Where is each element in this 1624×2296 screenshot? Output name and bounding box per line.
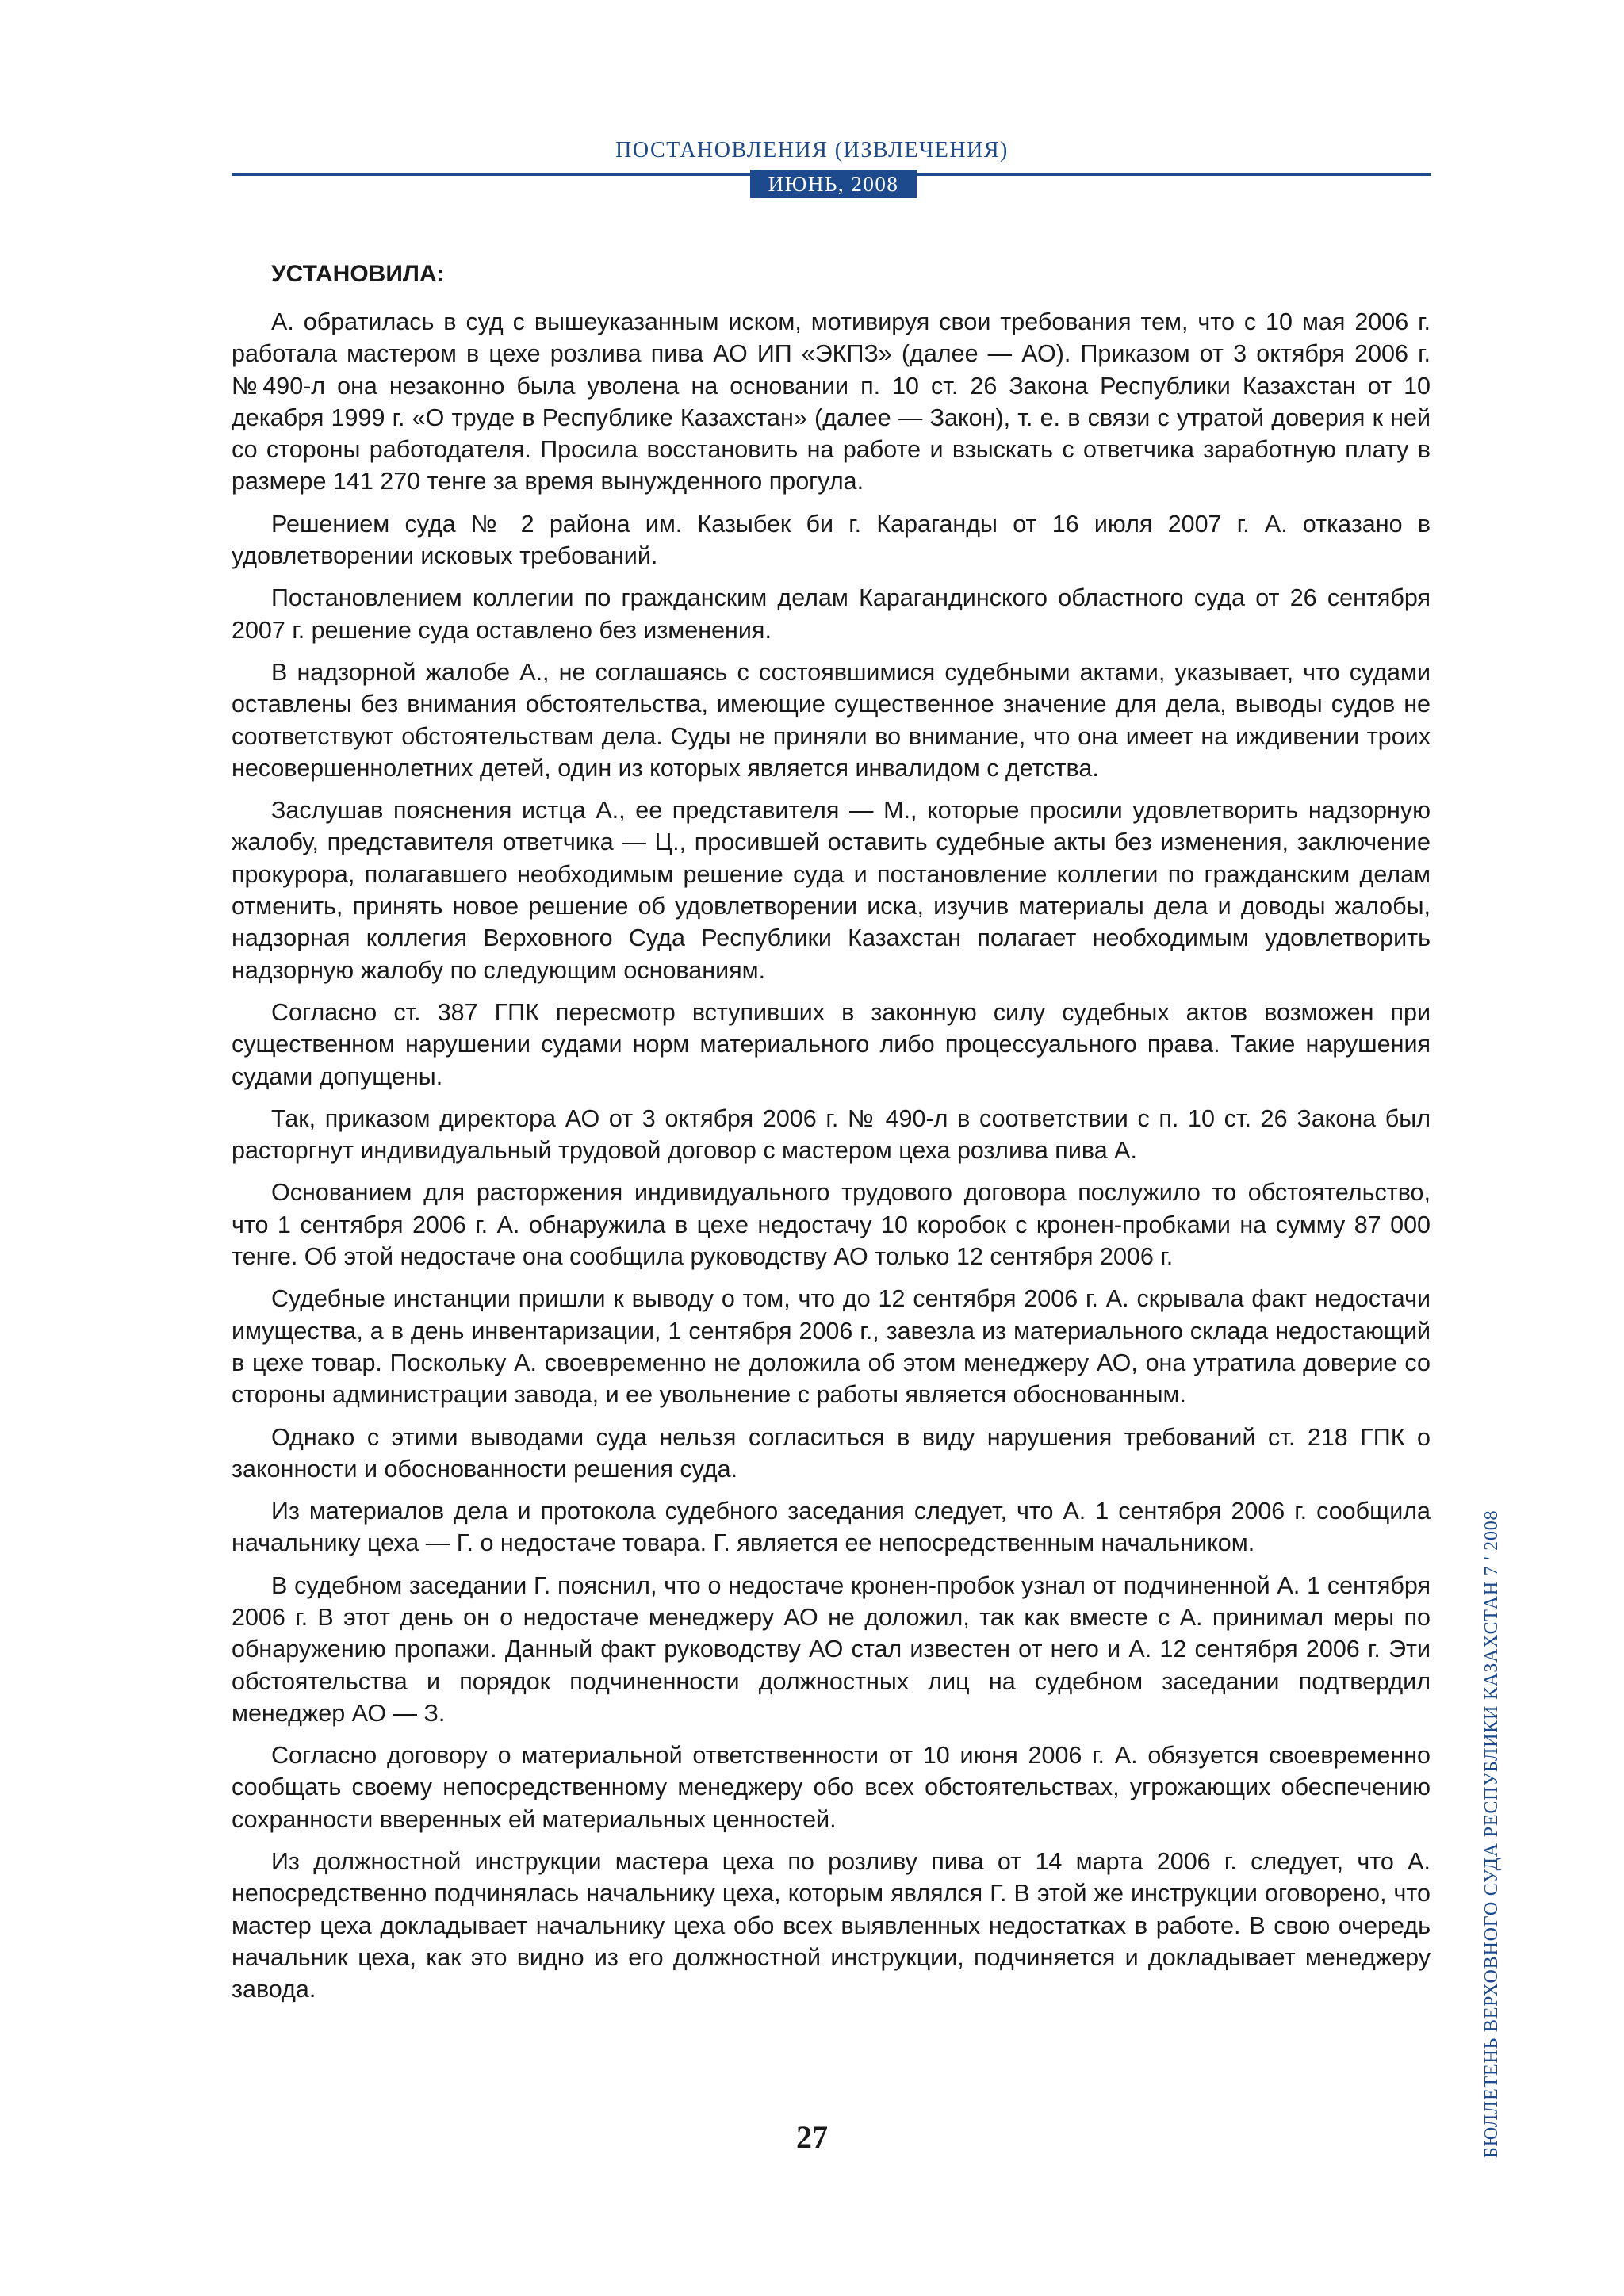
header-rule-right bbox=[917, 173, 1431, 176]
paragraph: Однако с этими выводами суда нельзя согласиться в виду нарушения требований ст. 218 ГПК о законности и обоснованности решения суда. bbox=[232, 1423, 1431, 1483]
paragraph: Судебные инстанции пришли к выводу о том, что до 12 сентября 2006 г. А. скрывала факт недостачи имущества, а в день инвентаризации, 1 сентября 2006 г., завезла из материального склада недостающий в цехе товар. Поскольку А. своевременно не доложила об этом менеджеру АО, она утратила доверие со стороны администрации завода, и ее увольнение с работы является обоснованным. bbox=[232, 1285, 1431, 1409]
paragraph: Заслушав пояснения истца А., ее представителя — М., которые просили удовлетворить надзорную жалобу, представителя ответчика — Ц., просившей оставить судебные акты без изменения, заключение прокурора, полагавшего необходимым решение суда и постановление коллегии по гражданским делам отменить, принять новое решение об удовлетворении иска, изучив материалы дела и доводы жалобы, надзорная коллегия Верховного Суда Республики Казахстан полагает необходимым удовлетворить надзорную жалобу по следующим основаниям. bbox=[232, 797, 1431, 984]
paragraph: Согласно ст. 387 ГПК пересмотр вступивших в законную силу судебных актов возможен при существенном нарушении судами норм материального либо процессуального права. Такие нарушения судами допущены. bbox=[232, 998, 1431, 1090]
paragraph: Из должностной инструкции мастера цеха по розливу пива от 14 марта 2006 г. следует, что А. непосредственно подчинялась начальнику цеха, которым являлся Г. В этой же инструкции оговорено, что мастер цеха докладывает начальнику цеха обо всех выявленных недостатках в работе. В свою очередь начальник цеха, как это видно из его должностной инструкции, подчиняется и докладывает менеджеру завода. bbox=[232, 1848, 1431, 2003]
paragraph: Основанием для расторжения индивидуального трудового договора послужило то обстоятельство, что 1 сентября 2006 г. А. обнаружила в цехе недостачу 10 коробок с кронен-пробками на сумму 87 000 тенге. Об этой недостаче она сообщила руководству АО только 12 сентября 2006 г. bbox=[232, 1179, 1431, 1271]
running-header-title: ПОСТАНОВЛЕНИЯ (ИЗВЛЕЧЕНИЯ) bbox=[615, 138, 1009, 163]
paragraph: В надзорной жалобе А., не соглашаясь с состоявшимися судебными актами, указывает, что судами оставлены без внимания обстоятельства, имеющие существенное значение для дела, выводы судов не соответствуют обстоятельствам дела. Суды не приняли во внимание, что она имеет на иждивении троих несовершеннолетних детей, один из которых является инвалидом с детства. bbox=[232, 658, 1431, 782]
paragraph: Постановлением коллегии по гражданским делам Карагандинского областного суда от 26 сентября 2007 г. решение суда оставлено без изменения. bbox=[232, 584, 1431, 644]
paragraph: Решением суда № 2 района им. Казыбек би г. Караганды от 16 июля 2007 г. А. отказано в удовлетворении исковых требований. bbox=[232, 510, 1431, 570]
side-caption: БЮЛЛЕТЕНЬ ВЕРХОВНОГО СУДА РЕСПУБЛИКИ КАЗАХСТАН 7 ' 2008 bbox=[1481, 1510, 1502, 2158]
section-heading: УСТАНОВИЛА: bbox=[271, 261, 445, 287]
paragraph: Из материалов дела и протокола судебного заседания следует, что А. 1 сентября 2006 г. сообщила начальнику цеха — Г. о недостаче товара. Г. является ее непосредственным начальником. bbox=[232, 1498, 1431, 1557]
main-text bbox=[232, 258, 1431, 2016]
paragraph: Так, приказом директора АО от 3 октября 2006 г. № 490-л в соответствии с п. 10 ст. 26 Закона был расторгнут индивидуальный трудовой договор с мастером цеха розлива пива А. bbox=[232, 1104, 1431, 1165]
issue-date-badge: ИЮНЬ, 2008 bbox=[750, 170, 917, 198]
paragraph: В судебном заседании Г. пояснил, что о недостаче кронен-пробок узнал от подчиненной А. 1 сентября 2006 г. В этот день он о недостаче менеджеру АО не доложил, так как вместе с А. принимал меры по обнаружению пропажи. Данный факт руководству АО стал известен от него и А. 12 сентября 2006 г. Эти обстоятельства и порядок подчиненности должностных лиц на судебном заседании подтвердил менеджер АО — З. bbox=[232, 1571, 1431, 1727]
paragraph: А. обратилась в суд с вышеуказанным иском, мотивируя свои требования тем, что с 10 мая 2006 г. работала мастером в цехе розлива пива АО ИП «ЭКПЗ» (далее — АО). Приказом от 3 октября 2006 г. №490-л она незаконно была уволена на основании п. 10 ст. 26 Закона Республики Казахстан от 10 декабря 1999 г. «О труде в Республике Казахстан» (далее — Закон), т. е. в связи с утратой доверия к ней со стороны работодателя. Просила восстановить на работе и взыскать с ответчика заработную плату в размере 141 270 тенге за время вынужденного прогула. bbox=[232, 308, 1431, 496]
paragraph: Согласно договору о материальной ответственности от 10 июня 2006 г. А. обязуется своевременно сообщать своему непосредственному менеджеру обо всех обстоятельствах, угрожающих обеспечению сохранности вверенных ей материальных ценностей. bbox=[232, 1742, 1431, 1833]
header-rule-left bbox=[232, 173, 750, 176]
page-number: 27 bbox=[796, 2119, 828, 2155]
